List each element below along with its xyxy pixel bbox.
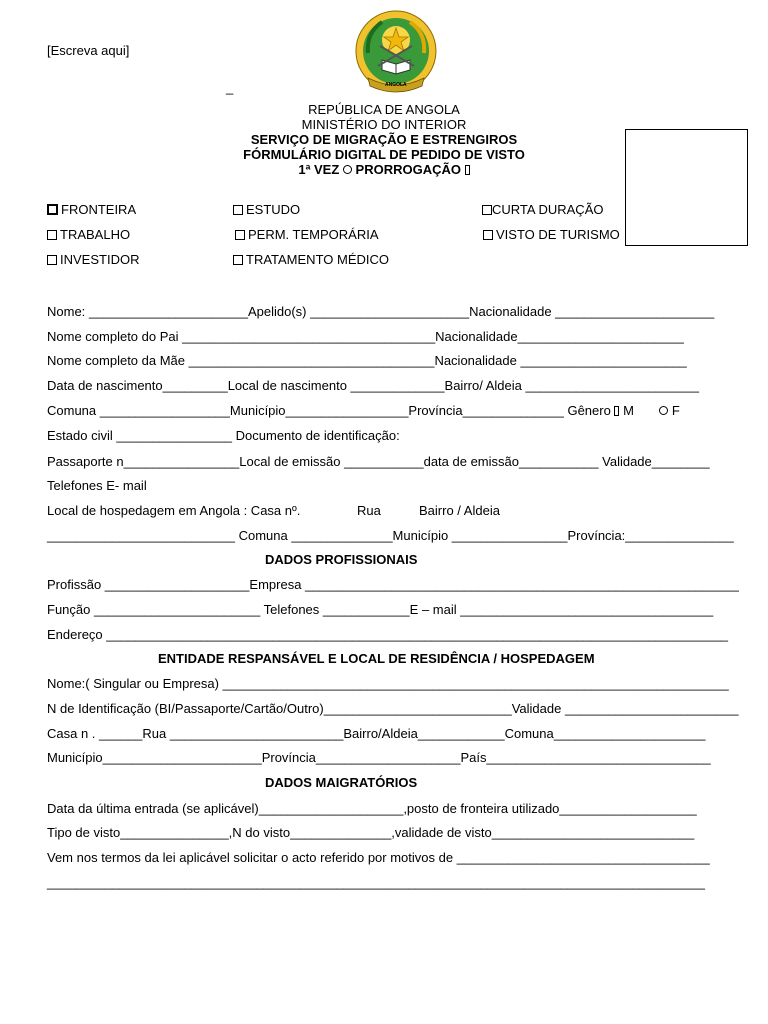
field-profissao[interactable]: Profissão ____________________Empresa ____________________________________________________________	[47, 577, 739, 592]
field-entidade-casa[interactable]: Casa n . ______Rua ________________________Bairro/Aldeia____________Comuna_____________________	[47, 726, 706, 741]
field-ultima-entrada[interactable]: Data da última entrada (se aplicável)____________________,posto de fronteira utilizado___________________	[47, 801, 697, 816]
field-nome[interactable]: Nome: ______________________Apelido(s) ______________________Nacionalidade ______________________	[47, 304, 715, 319]
extension-checkbox[interactable]	[465, 165, 470, 175]
gender-f-radio[interactable]	[659, 406, 668, 415]
header-service: SERVIÇO DE MIGRAÇÃO E ESTRENGIROS	[250, 132, 518, 147]
field-hospedagem[interactable]	[47, 503, 300, 519]
gender-m-checkbox[interactable]	[614, 406, 619, 416]
photo-box[interactable]	[625, 129, 748, 246]
option-label: TRABALHO	[60, 227, 131, 242]
option-investidor[interactable]	[47, 252, 139, 268]
header-republic: REPÚBLICA DE ANGOLA	[308, 102, 460, 117]
option-label: CURTA DURAÇÃO	[492, 202, 604, 217]
option-visto-turismo[interactable]	[483, 227, 620, 243]
checkbox-icon[interactable]	[235, 230, 245, 240]
dash-mark: _	[226, 80, 234, 95]
first-time-radio[interactable]	[343, 165, 352, 174]
angola-emblem	[352, 8, 440, 94]
extension-label: PRORROGAÇÃO	[355, 162, 461, 177]
option-label: VISTO DE TURISMO	[496, 227, 620, 242]
gender-f-label: F	[671, 403, 680, 418]
option-perm-temporaria[interactable]	[235, 227, 379, 243]
checkbox-icon[interactable]	[47, 255, 57, 265]
option-label: ESTUDO	[246, 202, 301, 217]
field-entidade-identificacao[interactable]: N de Identificação (BI/Passaporte/Cartão/Outro)__________________________Validade ________________________	[47, 701, 739, 716]
field-telefones[interactable]: Telefones E- mail	[47, 478, 147, 493]
header-ministry: MINISTÉRIO DO INTERIOR	[301, 117, 467, 132]
option-tratamento-medico[interactable]	[233, 252, 389, 268]
gender-m-label: M	[623, 403, 634, 418]
field-entidade-nome[interactable]: Nome:( Singular ou Empresa) ______________________________________________________________________	[47, 676, 729, 691]
section-dados-migratorios: DADOS MAIGRATÓRIOS	[265, 775, 418, 790]
field-data-nascimento[interactable]: Data de nascimento_________Local de nascimento _____________Bairro/ Aldeia ________________________	[47, 378, 699, 393]
section-dados-profissionais: DADOS PROFISSIONAIS	[265, 552, 418, 567]
option-fronteira[interactable]	[47, 202, 136, 218]
field-hospedagem-comuna[interactable]: __________________________ Comuna ______________Município ________________Província:_______________	[47, 528, 734, 543]
first-time-label: 1ª VEZ	[298, 162, 340, 177]
checkbox-icon[interactable]	[483, 230, 493, 240]
field-nome-pai[interactable]: Nome completo do Pai ___________________________________Nacionalidade_______________________	[47, 329, 684, 344]
field-endereco[interactable]: Endereço ______________________________________________________________________________________	[47, 627, 729, 642]
hosp-casa-label: Local de hospedagem em Angola : Casa nº.	[47, 503, 301, 518]
emblem-banner-text: ANGOLA	[385, 82, 407, 88]
checkbox-icon[interactable]	[47, 230, 57, 240]
field-comuna[interactable]	[47, 403, 680, 419]
field-entidade-municipio[interactable]: Município______________________Província____________________País_______________________________	[47, 750, 711, 765]
field-estado-civil[interactable]: Estado civil ________________ Documento de identificação:	[47, 428, 400, 443]
option-label: TRATAMENTO MÉDICO	[246, 252, 389, 267]
field-tipo-visto[interactable]: Tipo de visto_______________,N do visto______________,validade de visto____________________________	[47, 825, 695, 840]
checkbox-icon[interactable]	[482, 205, 492, 215]
option-label: FRONTEIRA	[61, 202, 137, 217]
header-form-title: FÓRMULÁRIO DIGITAL DE PEDIDO DE VISTO	[243, 147, 525, 162]
field-funcao[interactable]: Função _______________________ Telefones ____________E – mail ___________________________________	[47, 602, 714, 617]
option-label: PERM. TEMPORÁRIA	[248, 227, 379, 242]
checkbox-icon[interactable]	[233, 255, 243, 265]
checkbox-icon[interactable]	[233, 205, 243, 215]
comuna-text: Comuna __________________Município_________________Província______________ Gênero	[47, 403, 611, 418]
option-trabalho[interactable]	[47, 227, 130, 243]
field-motivos-continuation[interactable]: ___________________________________________________________________________________________	[47, 875, 705, 890]
hosp-rua-label: Rua	[357, 503, 381, 518]
option-label: INVESTIDOR	[60, 252, 140, 267]
hosp-bairro-label: Bairro / Aldeia	[419, 503, 500, 518]
field-nome-mae[interactable]: Nome completo da Mãe __________________________________Nacionalidade _______________________	[47, 353, 687, 368]
option-estudo[interactable]	[233, 202, 300, 218]
option-curta-duracao[interactable]	[482, 202, 603, 218]
placeholder-text[interactable]: [Escreva aqui]	[47, 43, 130, 58]
checkbox-icon[interactable]	[47, 204, 58, 215]
field-passaporte[interactable]: Passaporte n________________Local de emissão ___________data de emissão___________ Validade________	[47, 454, 710, 469]
field-motivos[interactable]: Vem nos termos da lei aplicável solicitar o acto referido por motivos de ___________________________________	[47, 850, 710, 865]
section-entidade-responsavel: ENTIDADE RESPANSÁVEL E LOCAL DE RESIDÊNCIA / HOSPEDAGEM	[158, 651, 595, 666]
